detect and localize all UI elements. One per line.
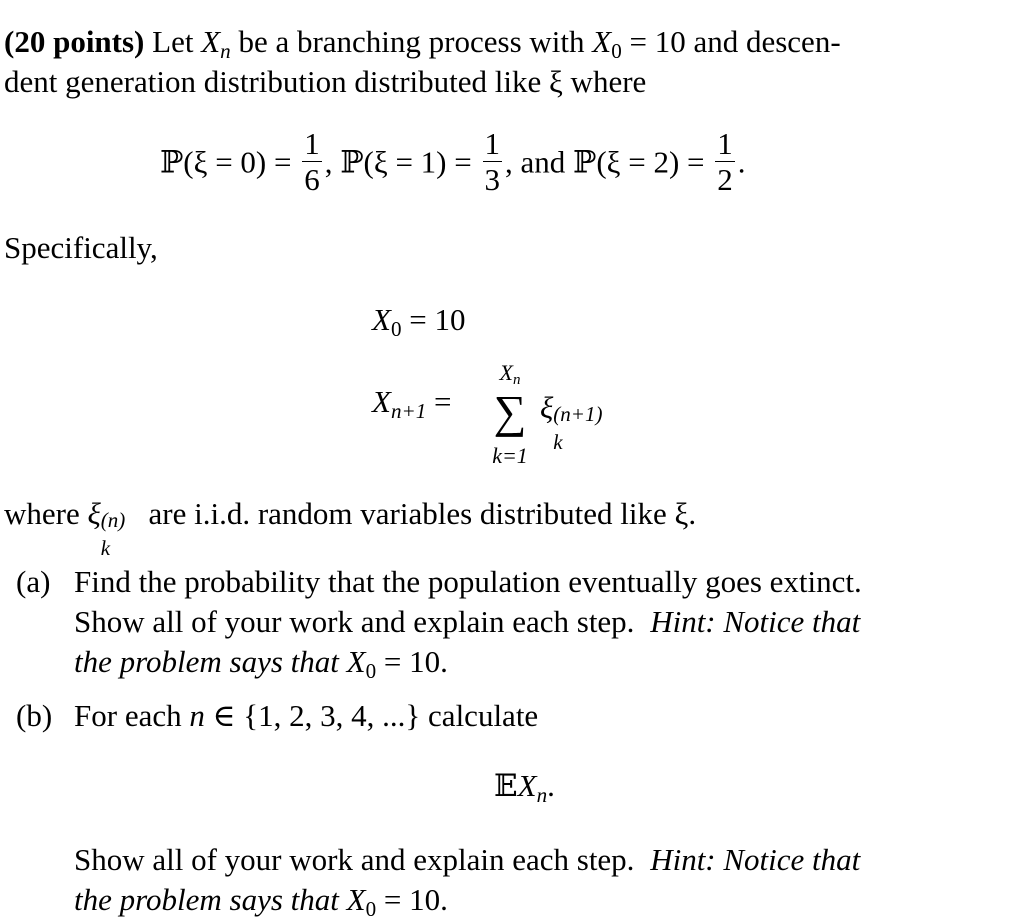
part-a-hint-text: the problem says that bbox=[74, 644, 339, 679]
xi-sup: (n+1) bbox=[553, 402, 603, 426]
var-xn: $X_n$ bbox=[201, 24, 231, 63]
frac-num: 1 bbox=[717, 126, 733, 161]
xi-symbol: ξ bbox=[87, 496, 101, 531]
specifically-label bbox=[4, 232, 158, 263]
part-a-label-text: (a) bbox=[16, 564, 51, 599]
part-a-line-2 bbox=[74, 606, 860, 637]
intro-text-line2: dent generation distribution distributed like ξ where bbox=[4, 64, 647, 99]
xi-sup: (n) bbox=[100, 508, 126, 532]
prob-0-lhs: ℙ(ξ = 0) = bbox=[160, 144, 292, 180]
problem-intro-line-1 bbox=[4, 26, 841, 62]
frac-den: 6 bbox=[304, 162, 320, 197]
sum-lower-limit: k=1 bbox=[492, 443, 528, 469]
part-b-hint-line bbox=[74, 884, 448, 920]
fraction-one-sixth bbox=[302, 128, 322, 195]
part-b-line-1 bbox=[74, 700, 538, 731]
probability-display: ℙ(ξ = 0) = $\frac{1}{6}$ , ℙ(ξ = 1) = $\frac{1}{3}$ , and ℙ(ξ = 2) = $\frac{1}{2}$ . bbox=[160, 126, 746, 197]
where-line bbox=[4, 496, 697, 560]
part-b-expectation bbox=[494, 770, 555, 806]
x0-equation bbox=[372, 304, 465, 340]
frac-den: 2 bbox=[717, 162, 733, 197]
frac-den: 3 bbox=[484, 162, 500, 197]
xi-sub: k bbox=[100, 536, 111, 560]
part-b-label-text: (b) bbox=[16, 698, 53, 733]
where-text-1: where bbox=[4, 496, 80, 531]
var-x0: $X_0$ bbox=[372, 302, 402, 341]
fraction-one-third bbox=[483, 128, 503, 195]
var-xn: $X_n$ bbox=[517, 768, 548, 807]
part-b-hint-eq: = 10. bbox=[383, 882, 448, 917]
xi-sub: k bbox=[553, 430, 563, 454]
part-a-text-1: Find the probability that the population eventually goes extinct. bbox=[74, 564, 862, 599]
xi-symbol: ξ bbox=[540, 390, 554, 425]
expectation-period: . bbox=[547, 768, 555, 803]
fraction-one-half bbox=[715, 128, 735, 195]
prob-and-text: , and ℙ(ξ = 2) = bbox=[505, 144, 705, 180]
part-a-label bbox=[16, 566, 50, 597]
x0-eq-value: = 10 bbox=[409, 302, 466, 337]
var-xn1: $X_{n+1}$ bbox=[372, 384, 427, 423]
points-label: (20 points) bbox=[4, 24, 145, 59]
intro-text-1: Let bbox=[152, 24, 194, 59]
part-a-text-2: Show all of your work and explain each step. bbox=[74, 604, 635, 639]
part-b-hint-label: Hint: Notice that bbox=[650, 842, 861, 877]
prob-1-lhs: , ℙ(ξ = 1) = bbox=[324, 144, 472, 180]
problem-intro-line-2 bbox=[4, 66, 646, 97]
var-x0: $X_0$ bbox=[346, 882, 377, 921]
sum-upper-limit: $X_n$ bbox=[499, 360, 521, 389]
part-a-hint-eq: = 10. bbox=[383, 644, 448, 679]
specifically-text: Specifically, bbox=[4, 230, 158, 265]
frac-num: 1 bbox=[304, 126, 320, 161]
part-b-hint-text: the problem says that bbox=[74, 882, 339, 917]
part-a-line-1 bbox=[74, 566, 862, 597]
sum-term bbox=[540, 390, 603, 454]
where-text-2: are i.i.d. random variables distributed like ξ. bbox=[148, 496, 697, 531]
expectation-symbol: 𝔼 bbox=[494, 768, 518, 803]
summation bbox=[488, 352, 532, 471]
var-x0: $X_0$ bbox=[346, 644, 377, 683]
part-b-text-set: ∈ {1, 2, 3, 4, ...} calculate bbox=[212, 698, 539, 733]
part-a-hint-label: Hint: Notice that bbox=[650, 604, 861, 639]
part-b-label bbox=[16, 700, 52, 731]
part-b-text-pre: For each bbox=[74, 698, 182, 733]
part-b-work-line bbox=[74, 844, 860, 875]
part-a-line-3 bbox=[74, 646, 448, 682]
part-b-work-text: Show all of your work and explain each step. bbox=[74, 842, 635, 877]
var-x0: $X_0$ bbox=[592, 24, 622, 63]
sigma-icon: ∑ bbox=[493, 386, 527, 438]
var-n: n bbox=[189, 698, 205, 733]
frac-num: 1 bbox=[484, 126, 500, 161]
intro-text-2: be a branching process with bbox=[238, 24, 585, 59]
intro-text-3: = 10 and descen- bbox=[629, 24, 841, 59]
xn1-lhs: $X_{n+1}$ = bbox=[372, 384, 452, 423]
